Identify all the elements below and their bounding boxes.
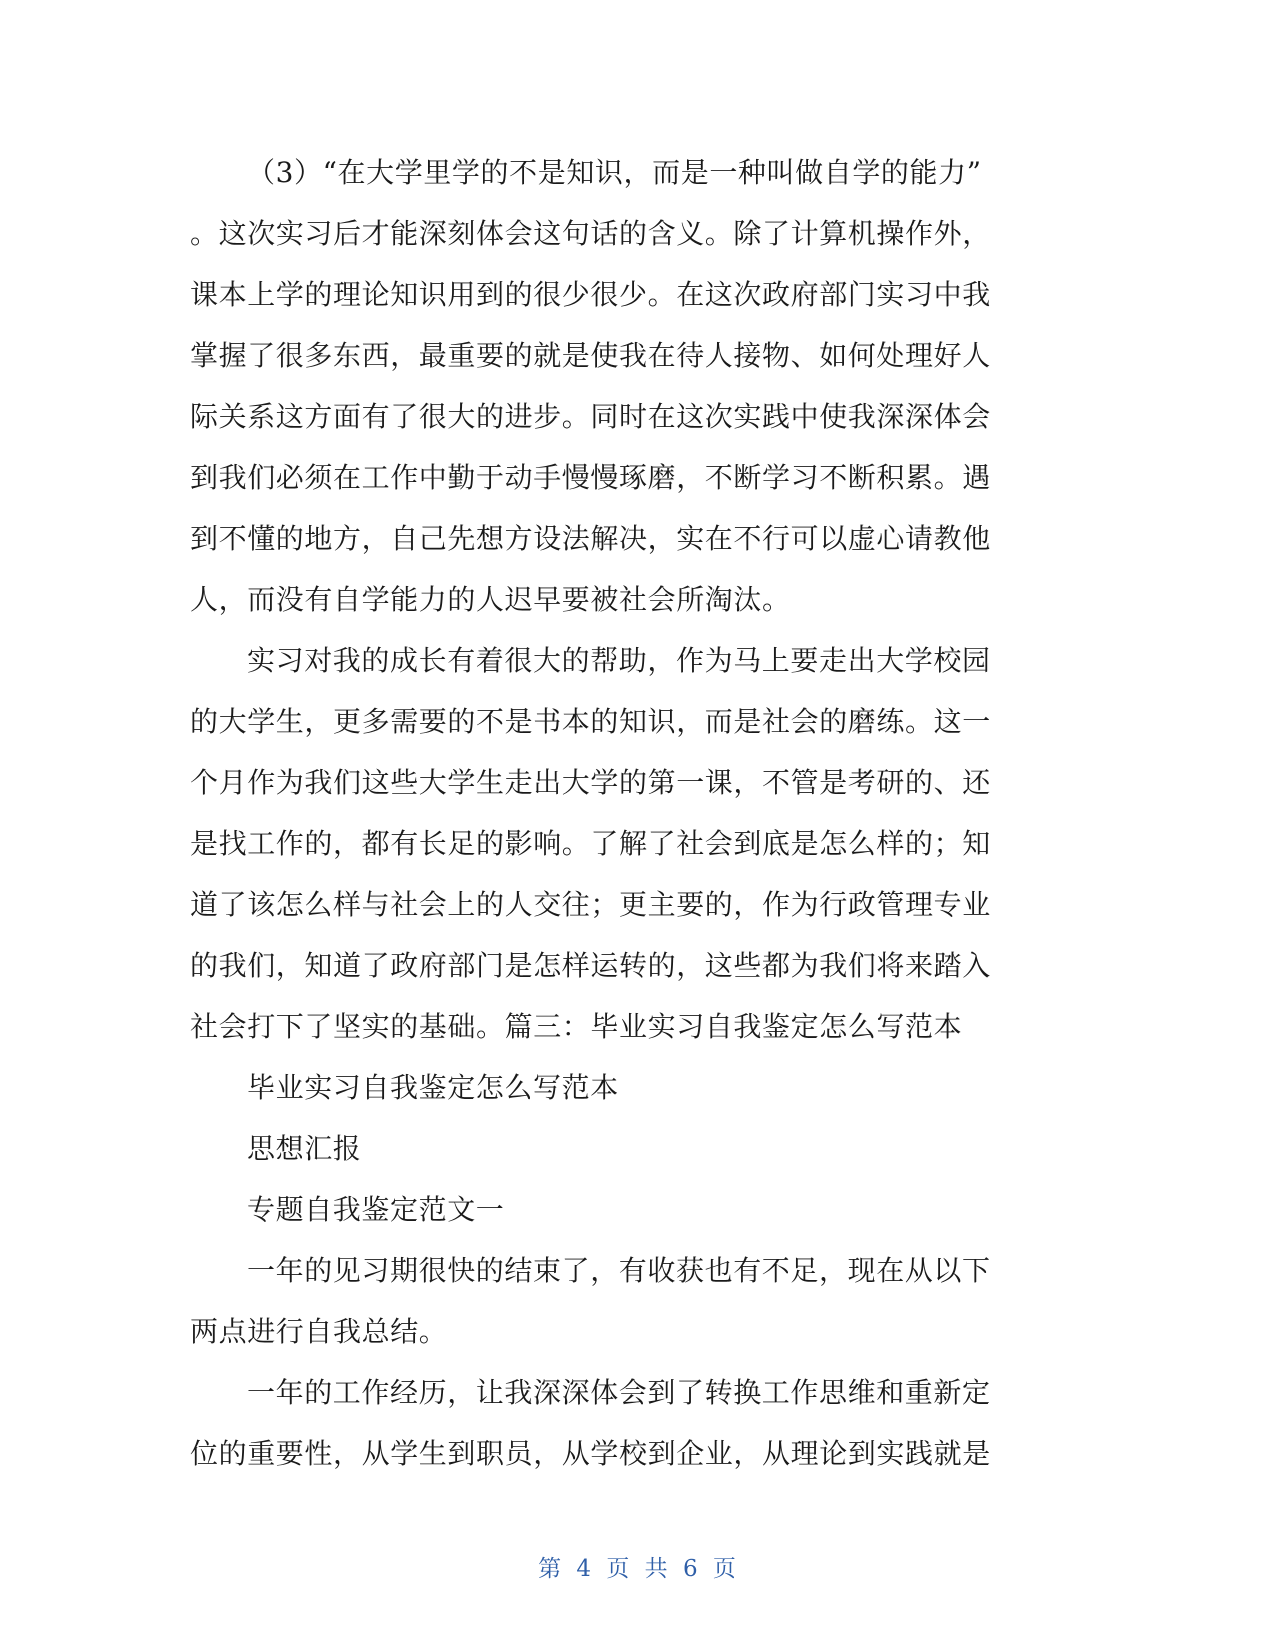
paragraph-line: 的我们，知道了政府部门是怎样运转的，这些都为我们将来踏入 [190,949,991,982]
paragraph-line: 的大学生，更多需要的不是书本的知识，而是社会的磨练。这一 [190,705,991,738]
paragraph-line: 掌握了很多东西，最重要的就是使我在待人接物、如何处理好人 [190,339,991,372]
paragraph-line: 际关系这方面有了很大的进步。同时在这次实践中使我深深体会 [190,400,991,433]
paragraph-line: 实习对我的成长有着很大的帮助，作为马上要走出大学校园 [247,644,991,677]
paragraph-line: 位的重要性，从学生到职员，从学校到企业，从理论到实践就是 [190,1437,991,1470]
section-heading: 专题自我鉴定范文一 [247,1193,505,1226]
paragraph-line: 课本上学的理论知识用到的很少很少。在这次政府部门实习中我 [190,278,991,311]
paragraph-line: 两点进行自我总结。 [190,1315,448,1348]
paragraph-line: （3）“在大学里学的不是知识，而是一种叫做自学的能力” [247,156,982,189]
paragraph-line: 一年的工作经历，让我深深体会到了转换工作思维和重新定 [247,1376,991,1409]
paragraph-line: 社会打下了坚实的基础。篇三：毕业实习自我鉴定怎么写范本 [190,1010,963,1043]
paragraph-line: 。这次实习后才能深刻体会这句话的含义。除了计算机操作外， [190,217,991,250]
paragraph-line: 到不懂的地方，自己先想方设法解决，实在不行可以虚心请教他 [190,522,991,555]
paragraph-line: 到我们必须在工作中勤于动手慢慢琢磨，不断学习不断积累。遇 [190,461,991,494]
section-heading: 毕业实习自我鉴定怎么写范本 [247,1071,619,1104]
paragraph-line: 一年的见习期很快的结束了，有收获也有不足，现在从以下 [247,1254,991,1287]
paragraph-line: 是找工作的，都有长足的影响。了解了社会到底是怎么样的；知 [190,827,991,860]
page-number-footer: 第 4 页 共 6 页 [538,1556,737,1582]
paragraph-line: 道了该怎么样与社会上的人交往；更主要的，作为行政管理专业 [190,888,991,921]
section-heading: 思想汇报 [247,1132,362,1165]
paragraph-line: 个月作为我们这些大学生走出大学的第一课，不管是考研的、还 [190,766,991,799]
document-body [190,142,1060,1484]
paragraph-line: 人，而没有自学能力的人迟早要被社会所淘汰。 [190,583,791,616]
